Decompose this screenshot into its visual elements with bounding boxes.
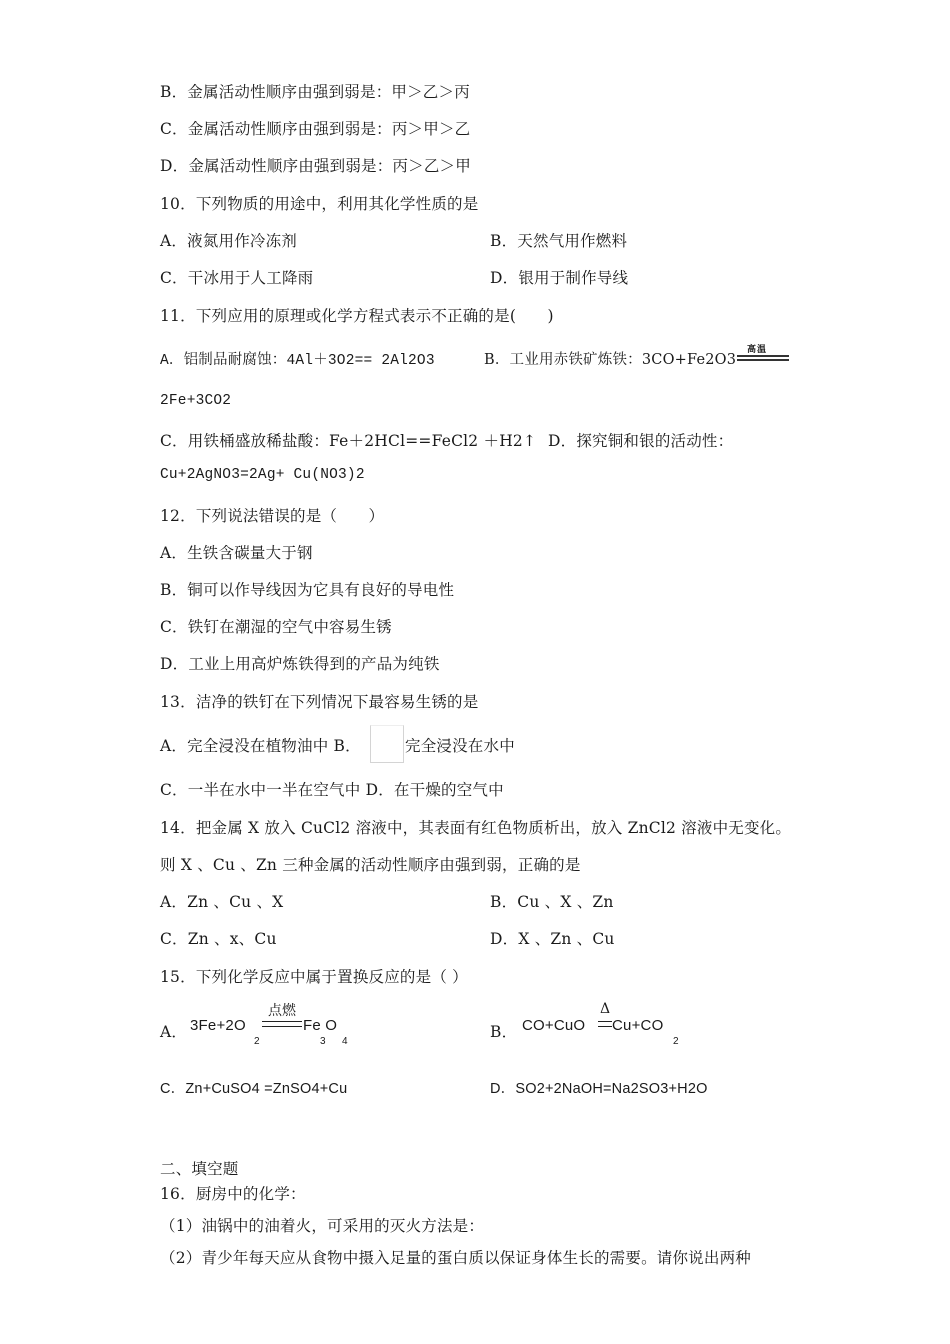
q15-option-a-product: Fe O (303, 1017, 338, 1034)
q11-option-d: D．探究铜和银的活动性： (548, 432, 734, 450)
section-title: 二、填空题 (160, 1160, 239, 1178)
q15-option-c: C．Zn+CuSO4 =ZnSO4+Cu (160, 1081, 348, 1097)
q14-option-c: C．Zn 、x、Cu (160, 930, 277, 948)
q12-option-d: D．工业上用高炉炼铁得到的产品为纯铁 (160, 655, 440, 673)
high-temperature-condition-image: 高温 (737, 342, 789, 364)
q15-option-b-label: B． (490, 1023, 518, 1041)
q10-option-b: B．天然气用作燃料 (490, 232, 628, 250)
q10-option-a: A．液氮用作冷冻剂 (160, 232, 297, 250)
q13-stem: 13．洁净的铁钉在下列情况下最容易生锈的是 (160, 693, 479, 711)
q11-option-d-cont: Cu+2AgNO3=2Ag+ Cu(NO3)2 (160, 467, 365, 483)
q16-part-1: （1）油锅中的油着火，可采用的灭火方法是： (160, 1217, 485, 1235)
q11-option-c: C．用铁桶盛放稀盐酸：Fe＋2HCl==FeCl2 ＋H2↑ (160, 432, 537, 450)
q15-option-a-label: A． (160, 1023, 188, 1041)
q15-option-a-sub: 2 (254, 1036, 260, 1047)
q10-option-d: D．银用于制作导线 (490, 269, 629, 287)
q15-option-d: D．SO2+2NaOH=Na2SO3+H2O (490, 1081, 708, 1097)
q11-option-b: B．工业用赤铁矿炼铁：3CO+Fe2O3 (484, 352, 737, 368)
q15-option-a-reactants: 3Fe+2O (190, 1017, 246, 1034)
q15-stem: 15．下列化学反应中属于置换反应的是（ ） (160, 968, 468, 986)
q15-option-a-sub2: 4 (342, 1036, 348, 1047)
q15-option-b-condition: Δ (599, 1001, 611, 1017)
q9-option-c: C．金属活动性顺序由强到弱是：丙＞甲＞乙 (160, 120, 471, 138)
q14-stem-line1: 14．把金属 X 放入 CuCl2 溶液中，其表面有红色物质析出，放入 ZnCl2 溶液中无变化。 (160, 819, 792, 837)
q15-option-b-sub: 2 (673, 1036, 679, 1047)
q11-option-b-cont: 2Fe+3CO2 (160, 393, 232, 409)
q12-option-b: B．铜可以作导线因为它具有良好的导电性 (160, 581, 455, 599)
q9-option-d: D．金属活动性顺序由强到弱是：丙＞乙＞甲 (160, 157, 471, 175)
q15-option-a-condition: 点燃 (268, 1003, 296, 1019)
q9-option-b: B．金属活动性顺序由强到弱是：甲＞乙＞丙 (160, 83, 470, 101)
q15-option-a-sub1: 3 (320, 1036, 326, 1047)
q14-option-d: D．X 、Zn 、Cu (490, 930, 615, 948)
q16-part-2: （2）青少年每天应从食物中摄入足量的蛋白质以保证身体生长的需要。请你说出两种 (160, 1249, 751, 1267)
q13-option-ab: A．完全浸没在植物油中 B． (160, 737, 361, 755)
q15-option-a-equals (262, 1021, 302, 1027)
q14-option-a: A．Zn 、Cu 、X (160, 893, 284, 911)
q11-stem: 11．下列应用的原理或化学方程式表示不正确的是( ) (160, 307, 554, 325)
q15-option-b-product: Cu+CO (612, 1017, 664, 1034)
q11-option-a: A．铝制品耐腐蚀：4Al＋3O2== 2Al2O3 (160, 353, 435, 369)
q12-option-a: A．生铁含碳量大于钢 (160, 544, 313, 562)
q13-option-cd: C．一半在水中一半在空气中 D．在干燥的空气中 (160, 781, 504, 799)
q10-option-c: C．干冰用于人工降雨 (160, 269, 314, 287)
q12-option-c: C．铁钉在潮湿的空气中容易生锈 (160, 618, 392, 636)
q15-option-b-equals (598, 1021, 612, 1027)
q14-option-b: B．Cu 、X 、Zn (490, 893, 614, 911)
q14-stem-line2: 则 X 、Cu 、Zn 三种金属的活动性顺序由强到弱，正确的是 (160, 856, 581, 874)
blank-image-placeholder (370, 725, 404, 763)
q15-option-b-reactants: CO+CuO (522, 1017, 586, 1034)
q10-stem: 10．下列物质的用途中，利用其化学性质的是 (160, 195, 479, 213)
q16-stem: 16．厨房中的化学： (160, 1185, 306, 1203)
q12-stem: 12．下列说法错误的是（ ） (160, 507, 385, 525)
q13-option-b-text: 完全浸没在水中 (405, 737, 515, 755)
